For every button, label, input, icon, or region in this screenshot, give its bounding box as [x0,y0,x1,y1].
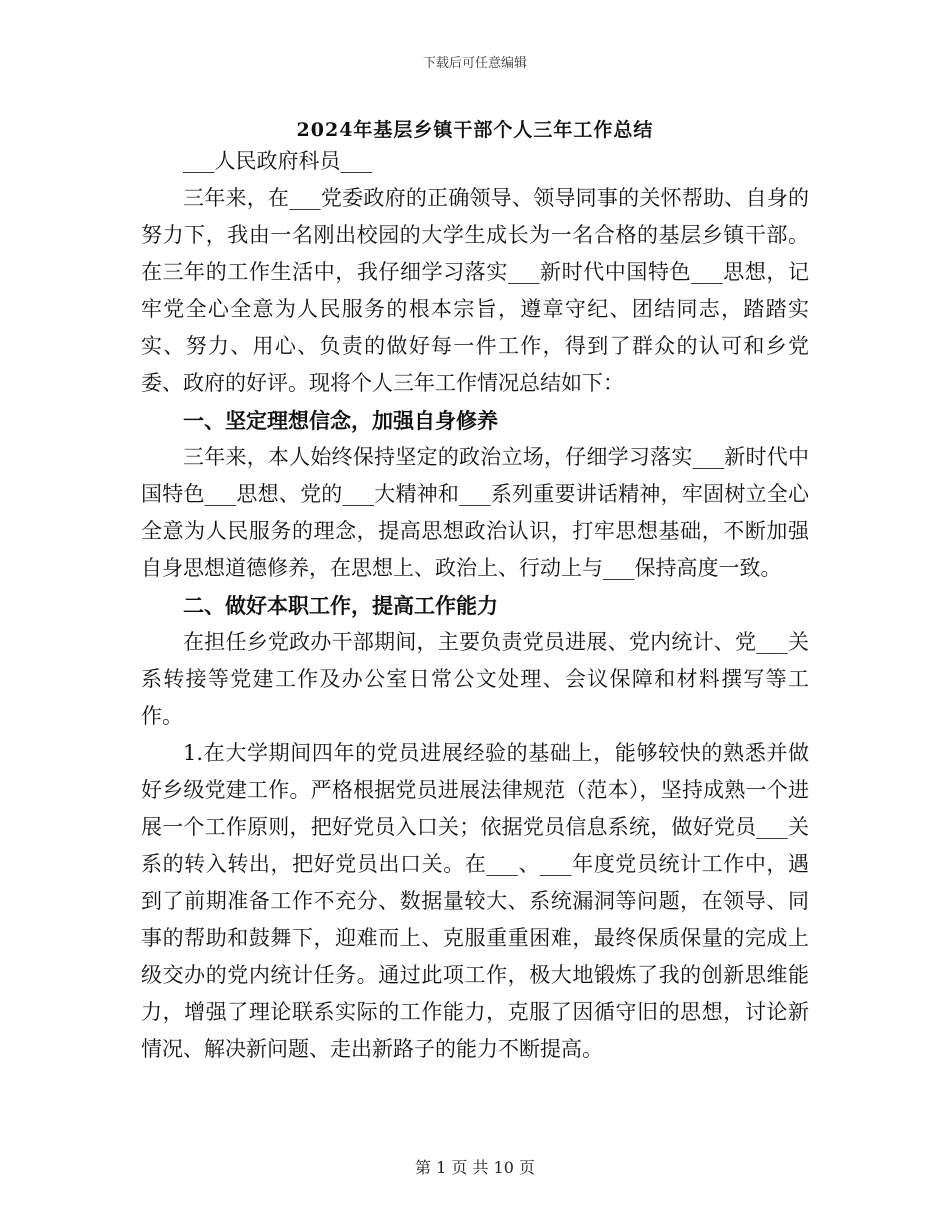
intro-paragraph: 三年来，在___党委政府的正确领导、领导同事的关怀帮助、自身的努力下，我由一名刚出校园的大学生成长为一名合格的基层乡镇干部。在三年的工作生活中，我仔细学习落实___新时代中国特色___思想，记牢党全心全意为人民服务的根本宗旨，遵章守纪、团结同志，踏踏实实、努力、用心、负责的做好每一件工作，得到了群众的认可和乡党委、政府的好评。现将个人三年工作情况总结如下： [141,186,809,395]
section-1-paragraph: 三年来，本人始终保持坚定的政治立场，仔细学习落实___新时代中国特色___思想、党的___大精神和___系列重要讲话精神，牢固树立全心全意为人民服务的理念，提高思想政治认识，打牢思想基础，不断加强自身思想道德修养，在思想上、政治上、行动上与___保持高度一致。 [141,445,809,580]
page-number: 第 1 页 共 10 页 [415,1158,535,1177]
section-1-heading: 一、坚定理想信念，加强自身修养 [183,408,498,433]
section-2-paragraph: 在担任乡党政办干部期间，主要负责党员进展、党内统计、党___关系转接等党建工作及办公室日常公文处理、会议保障和材料撰写等工作。 [141,630,809,728]
page-header-note: 下载后可任意编辑 [422,56,527,71]
document-body [141,143,809,1068]
byline: ___人民政府科员___ [183,149,372,173]
section-2-heading: 二、做好本职工作，提高工作能力 [183,593,498,618]
document-title: 2024年基层乡镇干部个人三年工作总结 [296,119,654,141]
item-1-paragraph: 1.在大学期间四年的党员进展经验的基础上，能够较快的熟悉并做好乡级党建工作。严格根据党员进展法律规范（范本），坚持成熟一个进展一个工作原则，把好党员入口关；依据党员信息系统，做好党员___关系的转入转出，把好党员出口关。在___、___年度党员统计工作中，遇到了前期准备工作不充分、数据量较大、系统漏洞等问题，在领导、同事的帮助和鼓舞下，迎难而上、克服重重困难，最终保质保量的完成上级交办的党内统计任务。通过此项工作，极大地锻炼了我的创新思维能力，增强了理论联系实际的工作能力，克服了因循守旧的思想，讨论新情况、解决新问题、走出新路子的能力不断提高。 [141,741,809,1061]
